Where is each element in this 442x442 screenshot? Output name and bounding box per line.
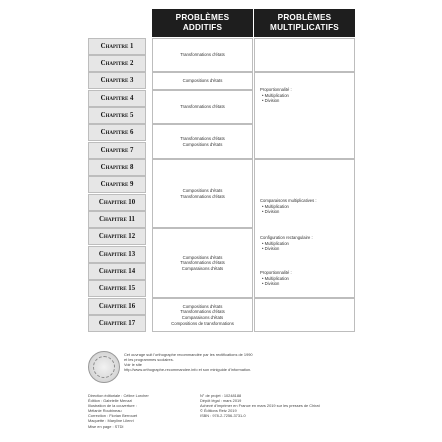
additifs-line: Transformations d'états xyxy=(180,52,225,58)
mul-item: • Division xyxy=(260,246,313,252)
mul-title: Proportionnalité : xyxy=(260,270,292,275)
credit-line: Correction : Florian Berrouet xyxy=(88,413,138,419)
chapter-label: Chapitre 6 xyxy=(88,124,146,141)
mul-item: • Multiplication xyxy=(260,204,317,210)
chapter-label: Chapitre 17 xyxy=(88,315,146,332)
legal-line: Achevé d'imprimer en France en mars 2019 sur les presses de Chirat xyxy=(200,403,320,409)
orthographe-recommandee-seal-icon xyxy=(88,351,120,383)
additifs-line: Compositions d'états xyxy=(182,254,223,260)
chapter-label: Chapitre 4 xyxy=(88,90,146,107)
additifs-line: Transformations d'états xyxy=(180,104,225,110)
additifs-line: Compositions d'états xyxy=(182,303,223,309)
orthographe-note xyxy=(124,352,253,372)
chapter-label: Chapitre 8 xyxy=(88,159,146,176)
chapter-label: Chapitre 14 xyxy=(88,263,146,280)
additifs-line: Compositions d'états xyxy=(182,141,223,147)
chapter-label: Chapitre 2 xyxy=(88,55,146,72)
header-multiplicatifs-line1: PROBLÈMES xyxy=(277,13,332,22)
additifs-line: Transformations d'états xyxy=(180,193,225,199)
chapter-label: Chapitre 5 xyxy=(88,107,146,124)
multiplicatifs-block xyxy=(254,72,355,159)
header-problemes-multiplicatifs xyxy=(254,9,355,37)
legal-info xyxy=(200,393,320,418)
mul-title: Configuration rectangulaire : xyxy=(260,235,313,240)
mul-item: • Division xyxy=(260,209,317,215)
credits xyxy=(88,393,149,429)
header-additifs-line1: PROBLÈMES xyxy=(175,13,230,22)
chapter-label: Chapitre 10 xyxy=(88,194,146,211)
chapter-label: Chapitre 12 xyxy=(88,228,146,245)
multiplicatifs-configuration-rectangulaire xyxy=(260,235,313,252)
mul-title: Proportionnalité : xyxy=(260,87,292,92)
chapter-label: Chapitre 3 xyxy=(88,72,146,89)
header-problemes-additifs xyxy=(152,9,253,37)
additifs-block xyxy=(152,38,253,72)
legal-line: N° de projet : 10248188 xyxy=(200,393,242,398)
additifs-line: Transformations d'états xyxy=(180,309,225,315)
header-multiplicatifs-line2: MULTIPLICATIFS xyxy=(270,23,339,32)
ortho-line: et les programmes scolaires. xyxy=(124,357,174,363)
credit-line: Mélanie Roubineau xyxy=(88,408,122,414)
multiplicatifs-comparaisons xyxy=(260,198,317,215)
additifs-line: Comparaisons d'états xyxy=(181,315,224,320)
mul-item: • Multiplication xyxy=(260,241,313,247)
additifs-block xyxy=(152,159,253,228)
multiplicatifs-empty-block xyxy=(254,38,355,72)
chapter-label: Chapitre 15 xyxy=(88,280,146,297)
credit-line: Mise en page : STDI xyxy=(88,423,124,429)
multiplicatifs-empty-block xyxy=(254,298,355,332)
credit-line: Illustration de la couverture : xyxy=(88,403,137,409)
credit-line: Direction éditoriale : Céline Lorcher xyxy=(88,393,149,398)
ortho-link[interactable]: http://www.orthographe-recommandee.info et son miniguide d'information. xyxy=(124,367,252,373)
additifs-block xyxy=(152,298,253,332)
chapter-label: Chapitre 11 xyxy=(88,211,146,228)
multiplicatifs-proportionnalite-2 xyxy=(260,270,292,287)
additifs-line: Compositions d'états xyxy=(182,187,223,193)
legal-line: © Éditions Retz 2019 xyxy=(200,408,237,414)
additifs-block xyxy=(152,90,253,124)
additifs-line: Compositions de transformations xyxy=(171,320,234,326)
legal-line: ISBN : 978-2-7256-3731-0 xyxy=(200,413,246,419)
additifs-line: Transformations d'états xyxy=(180,260,225,266)
mul-item: • Multiplication xyxy=(260,93,292,99)
mul-item: • Division xyxy=(260,281,292,287)
multiplicatifs-proportionnalite-1 xyxy=(260,87,292,104)
chapter-label: Chapitre 13 xyxy=(88,246,146,263)
mul-item: • Multiplication xyxy=(260,276,292,282)
legal-line: Dépôt légal : mars 2019 xyxy=(200,398,242,404)
chapter-label: Chapitre 1 xyxy=(88,38,146,55)
ortho-line: Cet ouvrage suit l'orthographe recommandée par les rectifications de 1990 xyxy=(124,352,253,357)
additifs-block xyxy=(152,228,253,298)
credit-line: Édition : Gabrielle Menzzi xyxy=(88,398,133,404)
mul-title: Comparaisons multiplicatives : xyxy=(260,198,317,203)
chapter-label: Chapitre 7 xyxy=(88,142,146,159)
header-additifs-line2: ADDITIFS xyxy=(182,23,223,32)
chapter-label: Chapitre 9 xyxy=(88,176,146,193)
additifs-line: Comparaisons d'états xyxy=(181,265,224,271)
additifs-block xyxy=(152,124,253,159)
additifs-line: Compositions d'états xyxy=(182,78,223,84)
credit-line: Maquette : Maryline Lilenri xyxy=(88,418,134,424)
chapter-label: Chapitre 16 xyxy=(88,298,146,315)
additifs-line: Transformations d'états xyxy=(180,135,225,141)
additifs-block xyxy=(152,72,253,90)
mul-item: • Division xyxy=(260,98,292,104)
ortho-line: Voir le site xyxy=(124,362,142,368)
